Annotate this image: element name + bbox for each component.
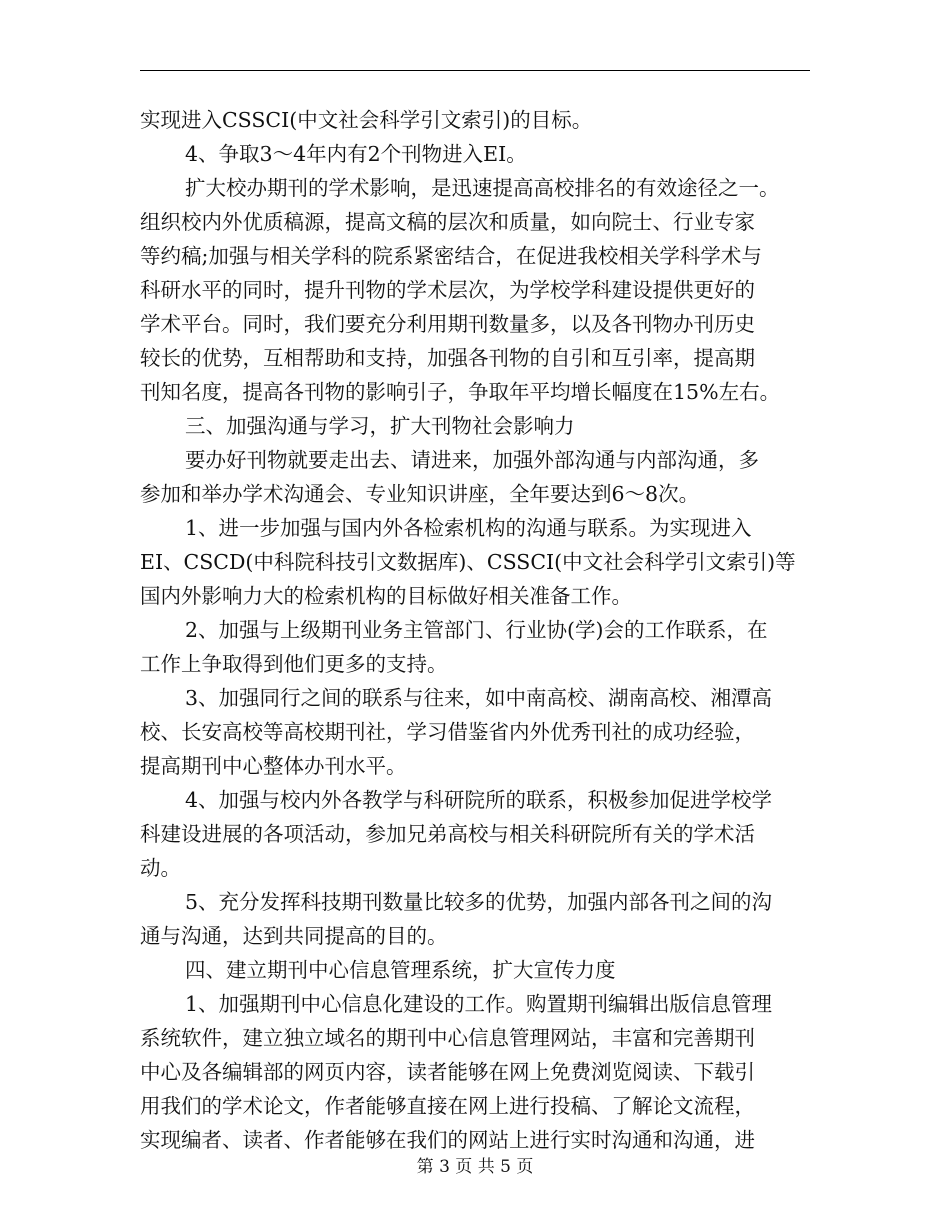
- text-line: 组织校内外优质稿源，提高文稿的层次和质量，如向院士、行业专家: [140, 210, 755, 234]
- text-line: 四、建立期刊中心信息管理系统，扩大宣传力度: [185, 958, 616, 982]
- text-line: 工作上争取得到他们更多的支持。: [140, 652, 448, 676]
- text-line: 实现编者、读者、作者能够在我们的网站上进行实时沟通和沟通，进: [140, 1128, 755, 1152]
- text-line: 通与沟通，达到共同提高的目的。: [140, 924, 448, 948]
- text-line: 刊知名度，提高各刊物的影响引子，争取年平均增长幅度在15%左右。: [140, 380, 781, 404]
- text-line: 科研水平的同时，提升刊物的学术层次，为学校学科建设提供更好的: [140, 278, 755, 302]
- text-line: 校、长安高校等高校期刊社，学习借鉴省内外优秀刊社的成功经验，: [140, 720, 755, 744]
- text-line: 等约稿;加强与相关学科的院系紧密结合，在促进我校相关学科学术与: [140, 244, 762, 268]
- text-line: 1、加强期刊中心信息化建设的工作。购置期刊编辑出版信息管理: [185, 992, 773, 1016]
- page-footer: 第 3 页 共 5 页: [416, 1157, 534, 1177]
- text-line: 4、争取3～4年内有2个刊物进入EI。: [185, 142, 527, 166]
- text-line: 4、加强与校内外各教学与科研院所的联系，积极参加促进学校学: [185, 788, 773, 812]
- body-text: [140, 103, 810, 1157]
- text-line: 提高期刊中心整体办刊水平。: [140, 754, 407, 778]
- text-line: EI、CSCD(中科院科技引文数据库)、CSSCI(中文社会科学引文索引)等: [140, 550, 796, 574]
- text-line: 三、加强沟通与学习，扩大刊物社会影响力: [185, 414, 575, 438]
- text-line: 实现进入CSSCI(中文社会科学引文索引)的目标。: [140, 108, 593, 132]
- text-line: 国内外影响力大的检索机构的目标做好相关准备工作。: [140, 584, 632, 608]
- text-line: 学术平台。同时，我们要充分利用期刊数量多，以及各刊物办刊历史: [140, 312, 755, 336]
- text-line: 较长的优势，互相帮助和支持，加强各刊物的自引和互引率，提高期: [140, 346, 755, 370]
- text-line: 科建设进展的各项活动，参加兄弟高校与相关科研院所有关的学术活: [140, 822, 755, 846]
- text-line: 要办好刊物就要走出去、请进来，加强外部沟通与内部沟通，多: [185, 448, 759, 472]
- text-line: 5、充分发挥科技期刊数量比较多的优势，加强内部各刊之间的沟: [185, 890, 773, 914]
- header-rule: [140, 70, 810, 71]
- text-line: 扩大校办期刊的学术影响，是迅速提高高校排名的有效途径之一。: [185, 176, 780, 200]
- text-line: 系统软件，建立独立域名的期刊中心信息管理网站，丰富和完善期刊: [140, 1026, 755, 1050]
- text-line: 动。: [140, 856, 181, 880]
- text-line: 参加和举办学术沟通会、专业知识讲座，全年要达到6～8次。: [140, 482, 700, 506]
- text-line: 中心及各编辑部的网页内容，读者能够在网上免费浏览阅读、下载引: [140, 1060, 755, 1084]
- text-line: 2、加强与上级期刊业务主管部门、行业协(学)会的工作联系，在: [185, 618, 768, 642]
- text-line: 3、加强同行之间的联系与往来，如中南高校、湖南高校、湘潭高: [185, 686, 773, 710]
- text-line: 用我们的学术论文，作者能够直接在网上进行投稿、了解论文流程，: [140, 1094, 755, 1118]
- text-line: 1、进一步加强与国内外各检索机构的沟通与联系。为实现进入: [185, 516, 752, 540]
